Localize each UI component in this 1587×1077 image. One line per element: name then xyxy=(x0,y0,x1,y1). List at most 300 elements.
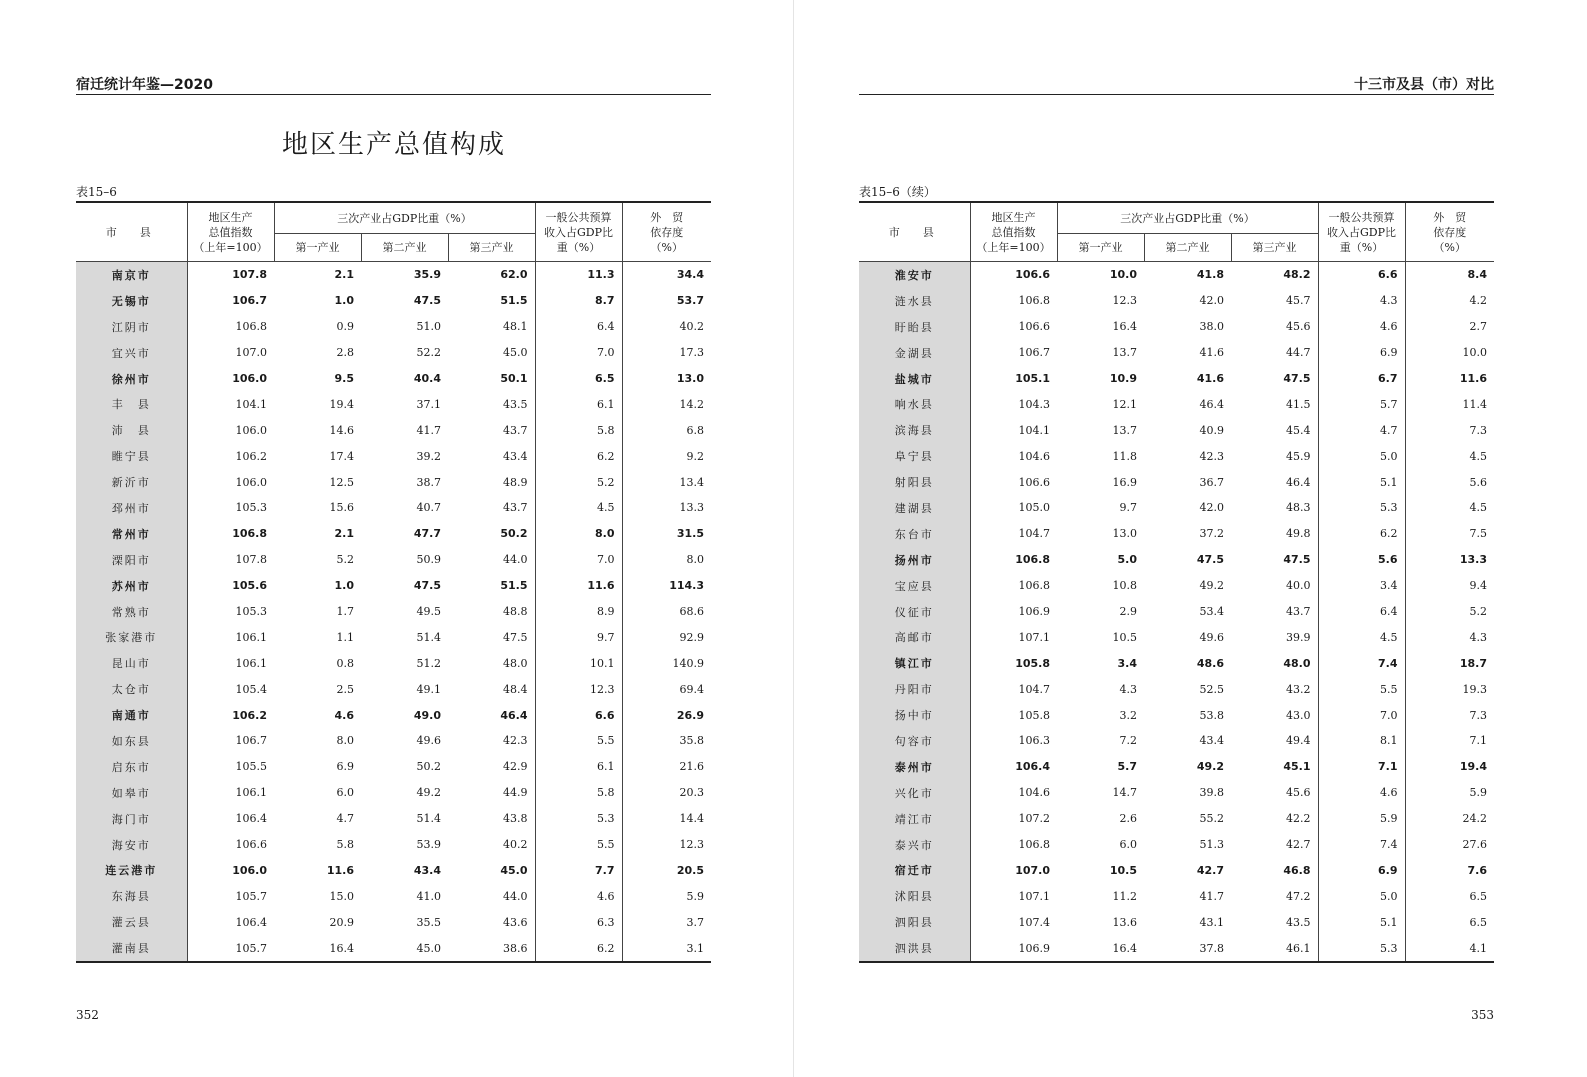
gdp-index-cell: 104.1 xyxy=(187,391,274,417)
trade-dependency-cell: 6.5 xyxy=(1405,883,1494,909)
gdp-index-cell: 105.0 xyxy=(970,495,1057,521)
trade-dependency-cell: 35.8 xyxy=(622,728,711,754)
tertiary-share-cell: 46.4 xyxy=(1286,475,1311,489)
trade-dependency-cell: 27.6 xyxy=(1405,832,1494,858)
budget-ratio-cell: 6.7 xyxy=(1318,366,1405,392)
secondary-share-cell: 49.2 xyxy=(1199,579,1224,593)
budget-ratio-cell: 5.3 xyxy=(1318,935,1405,962)
region-name-cell: 扬中市 xyxy=(859,702,970,728)
budget-ratio-cell: 5.9 xyxy=(1318,806,1405,832)
budget-ratio-cell: 12.3 xyxy=(535,676,622,702)
trade-dependency-cell: 68.6 xyxy=(622,599,711,625)
gdp-index-cell: 106.7 xyxy=(187,728,274,754)
primary-share-cell: 6.9 xyxy=(336,760,354,774)
table-row xyxy=(859,780,1494,806)
tertiary-share-cell: 45.0 xyxy=(500,863,528,877)
primary-share-cell: 19.4 xyxy=(329,397,354,411)
table-row xyxy=(859,366,1494,392)
gdp-index-line-3: （上年=100） xyxy=(193,240,268,254)
right-head-rule xyxy=(859,94,1494,95)
left-table-label: 表15–6 xyxy=(76,185,117,199)
gdp-index-cell: 107.8 xyxy=(187,262,274,288)
region-name-cell: 兴化市 xyxy=(859,780,970,806)
table-row xyxy=(859,547,1494,573)
col-header-secondary: 第二产业 xyxy=(361,234,448,262)
primary-share-cell: 5.0 xyxy=(1117,553,1137,567)
tertiary-share-cell: 47.5 xyxy=(503,630,528,644)
tertiary-share-cell: 43.8 xyxy=(503,812,528,826)
right-table-label: 表15–6（续） xyxy=(859,185,936,199)
gdp-index-cell: 106.9 xyxy=(970,599,1057,625)
table-row xyxy=(76,857,711,883)
table-row xyxy=(76,624,711,650)
gdp-index-cell: 105.7 xyxy=(187,935,274,962)
gdp-index-cell: 107.1 xyxy=(970,624,1057,650)
gdp-index-cell: 106.0 xyxy=(187,469,274,495)
table-row xyxy=(859,883,1494,909)
region-name-cell: 睢宁县 xyxy=(76,443,187,469)
table-row xyxy=(859,857,1494,883)
region-name-cell: 丰 县 xyxy=(76,391,187,417)
primary-share-cell: 10.9 xyxy=(1109,372,1137,385)
trade-dependency-cell: 17.3 xyxy=(622,340,711,366)
table-row xyxy=(859,262,1494,288)
budget-ratio-cell: 10.1 xyxy=(535,650,622,676)
secondary-share-cell: 53.8 xyxy=(1199,708,1224,722)
budget-ratio-cell: 6.2 xyxy=(1318,521,1405,547)
gdp-index-cell: 105.1 xyxy=(970,366,1057,392)
trade-dependency-cell: 53.7 xyxy=(622,288,711,314)
table-row xyxy=(76,806,711,832)
primary-share-cell: 10.5 xyxy=(1112,630,1137,644)
table-row xyxy=(859,935,1494,962)
secondary-share-cell: 43.4 xyxy=(413,863,441,877)
secondary-share-cell: 41.7 xyxy=(416,423,441,437)
primary-share-cell: 5.2 xyxy=(336,553,354,567)
budget-ratio-cell: 5.7 xyxy=(1318,391,1405,417)
budget-ratio-line-2: 收入占GDP比 xyxy=(543,225,613,239)
primary-share-cell: 13.0 xyxy=(1112,527,1137,541)
secondary-share-cell: 47.7 xyxy=(413,527,441,541)
table-row xyxy=(859,443,1494,469)
tertiary-share-cell: 46.8 xyxy=(1283,863,1311,877)
table-row xyxy=(76,443,711,469)
gdp-index-cell: 106.6 xyxy=(970,469,1057,495)
tertiary-share-cell: 45.7 xyxy=(1286,294,1311,308)
primary-share-cell: 2.1 xyxy=(334,527,354,541)
primary-share-cell: 4.3 xyxy=(1119,682,1137,696)
secondary-share-cell: 50.2 xyxy=(416,760,441,774)
primary-share-cell: 10.0 xyxy=(1109,268,1137,282)
region-name-cell: 海门市 xyxy=(76,806,187,832)
gdp-index-cell: 106.9 xyxy=(970,935,1057,962)
right-data-table xyxy=(859,201,1494,963)
region-name-cell: 灌云县 xyxy=(76,909,187,935)
region-name-cell: 建湖县 xyxy=(859,495,970,521)
tertiary-share-cell: 46.1 xyxy=(1231,935,1318,962)
secondary-share-cell: 37.8 xyxy=(1144,935,1231,962)
trade-dependency-cell: 5.6 xyxy=(1405,469,1494,495)
budget-ratio-cell: 5.8 xyxy=(535,417,622,443)
col-group-industry-share: 三次产业占GDP比重（%） xyxy=(274,202,535,234)
col-header-gdp-index xyxy=(187,202,274,262)
region-name-cell: 仪征市 xyxy=(859,599,970,625)
gdp-index-line-2: 总值指数 xyxy=(991,225,1036,239)
gdp-index-cell: 105.8 xyxy=(970,650,1057,676)
budget-ratio-cell: 7.4 xyxy=(1318,832,1405,858)
table-row xyxy=(76,573,711,599)
right-table-body xyxy=(859,262,1494,963)
table-row xyxy=(859,417,1494,443)
region-name-cell: 新沂市 xyxy=(76,469,187,495)
trade-dependency-cell: 7.5 xyxy=(1405,521,1494,547)
trade-dependency-cell: 7.3 xyxy=(1405,702,1494,728)
region-name-cell: 如东县 xyxy=(76,728,187,754)
trade-dependency-cell: 5.9 xyxy=(622,883,711,909)
trade-dependency-cell: 20.5 xyxy=(622,857,711,883)
primary-share-cell: 7.2 xyxy=(1119,734,1137,748)
primary-share-cell: 15.0 xyxy=(329,889,354,903)
gdp-index-cell: 104.6 xyxy=(970,780,1057,806)
tertiary-share-cell: 50.2 xyxy=(500,527,528,541)
table-row xyxy=(76,417,711,443)
budget-ratio-cell: 8.1 xyxy=(1318,728,1405,754)
budget-ratio-cell: 5.8 xyxy=(535,780,622,806)
budget-ratio-cell: 3.4 xyxy=(1318,573,1405,599)
table-row xyxy=(76,262,711,288)
trade-dependency-cell: 19.4 xyxy=(1405,754,1494,780)
table-row xyxy=(859,314,1494,340)
region-name-cell: 句容市 xyxy=(859,728,970,754)
budget-ratio-cell: 6.4 xyxy=(535,314,622,340)
table-row xyxy=(859,676,1494,702)
region-name-cell: 灌南县 xyxy=(76,935,187,962)
budget-ratio-cell: 8.9 xyxy=(535,599,622,625)
secondary-share-cell: 38.7 xyxy=(416,475,441,489)
tertiary-share-cell: 48.9 xyxy=(503,475,528,489)
gdp-index-cell: 106.8 xyxy=(970,832,1057,858)
trade-dependency-line-1: 外 贸 xyxy=(650,210,684,224)
tertiary-share-cell: 43.2 xyxy=(1286,682,1311,696)
trade-dependency-line-2: 依存度 xyxy=(1433,225,1467,239)
gdp-index-cell: 105.6 xyxy=(187,573,274,599)
gdp-index-cell: 106.4 xyxy=(970,754,1057,780)
trade-dependency-cell: 13.0 xyxy=(622,366,711,392)
gdp-index-cell: 106.1 xyxy=(187,624,274,650)
region-name-cell: 昆山市 xyxy=(76,650,187,676)
trade-dependency-cell: 6.5 xyxy=(1405,909,1494,935)
region-name-cell: 江阴市 xyxy=(76,314,187,340)
region-name-cell: 连云港市 xyxy=(76,857,187,883)
table-row xyxy=(76,469,711,495)
tertiary-share-cell: 47.5 xyxy=(1283,553,1311,567)
gdp-index-cell: 104.3 xyxy=(970,391,1057,417)
secondary-share-cell: 35.5 xyxy=(416,915,441,929)
gdp-index-cell: 107.0 xyxy=(187,340,274,366)
tertiary-share-cell: 48.2 xyxy=(1283,268,1311,282)
budget-ratio-cell: 4.7 xyxy=(1318,417,1405,443)
budget-ratio-cell: 5.5 xyxy=(535,728,622,754)
region-name-cell: 苏州市 xyxy=(76,573,187,599)
budget-ratio-cell: 7.0 xyxy=(535,340,622,366)
trade-dependency-cell: 3.7 xyxy=(622,909,711,935)
tertiary-share-cell: 43.0 xyxy=(1286,708,1311,722)
primary-share-cell: 16.4 xyxy=(274,935,361,962)
left-table-body xyxy=(76,262,711,963)
region-name-cell: 扬州市 xyxy=(859,547,970,573)
gdp-index-cell: 106.2 xyxy=(187,702,274,728)
table-row xyxy=(76,702,711,728)
region-name-cell: 宿迁市 xyxy=(859,857,970,883)
primary-share-cell: 2.9 xyxy=(1119,605,1137,619)
gdp-index-cell: 106.6 xyxy=(970,314,1057,340)
secondary-share-cell: 50.9 xyxy=(416,553,441,567)
budget-ratio-cell: 8.0 xyxy=(535,521,622,547)
left-head-rule xyxy=(76,94,711,95)
budget-ratio-cell: 6.5 xyxy=(535,366,622,392)
gdp-index-cell: 106.4 xyxy=(187,806,274,832)
table-row xyxy=(859,469,1494,495)
budget-ratio-cell: 5.1 xyxy=(1318,469,1405,495)
tertiary-share-cell: 45.6 xyxy=(1286,786,1311,800)
gdp-index-cell: 106.0 xyxy=(187,366,274,392)
trade-dependency-line-1: 外 贸 xyxy=(1433,210,1467,224)
budget-ratio-cell: 5.2 xyxy=(535,469,622,495)
trade-dependency-cell: 13.4 xyxy=(622,469,711,495)
secondary-share-cell: 52.2 xyxy=(416,346,441,360)
trade-dependency-cell: 69.4 xyxy=(622,676,711,702)
table-row xyxy=(859,495,1494,521)
primary-share-cell: 9.7 xyxy=(1119,501,1137,515)
tertiary-share-cell: 47.5 xyxy=(1283,372,1311,385)
primary-share-cell: 2.1 xyxy=(334,268,354,282)
trade-dependency-cell: 13.3 xyxy=(1405,547,1494,573)
region-name-cell: 南京市 xyxy=(76,262,187,288)
table-row xyxy=(76,650,711,676)
tertiary-share-cell: 48.8 xyxy=(503,605,528,619)
gdp-index-cell: 107.1 xyxy=(970,883,1057,909)
gdp-index-cell: 106.1 xyxy=(187,780,274,806)
region-name-cell: 淮安市 xyxy=(859,262,970,288)
trade-dependency-cell: 14.4 xyxy=(622,806,711,832)
primary-share-cell: 17.4 xyxy=(329,449,354,463)
region-name-cell: 涟水县 xyxy=(859,288,970,314)
tertiary-share-cell: 42.3 xyxy=(503,734,528,748)
trade-dependency-cell: 9.4 xyxy=(1405,573,1494,599)
gdp-index-cell: 107.4 xyxy=(970,909,1057,935)
budget-ratio-cell: 5.0 xyxy=(1318,883,1405,909)
secondary-share-cell: 47.5 xyxy=(1196,553,1224,567)
primary-share-cell: 13.6 xyxy=(1112,915,1137,929)
primary-share-cell: 16.4 xyxy=(1057,935,1144,962)
budget-ratio-cell: 4.5 xyxy=(1318,624,1405,650)
region-name-cell: 张家港市 xyxy=(76,624,187,650)
trade-dependency-cell: 4.5 xyxy=(1405,443,1494,469)
tertiary-share-cell: 43.5 xyxy=(1286,915,1311,929)
table-row xyxy=(76,780,711,806)
region-name-cell: 阜宁县 xyxy=(859,443,970,469)
tertiary-share-cell: 43.7 xyxy=(1286,605,1311,619)
secondary-share-cell: 39.8 xyxy=(1199,786,1224,800)
region-name-cell: 东台市 xyxy=(859,521,970,547)
budget-ratio-cell: 6.2 xyxy=(535,443,622,469)
secondary-share-cell: 42.0 xyxy=(1199,294,1224,308)
primary-share-cell: 15.6 xyxy=(329,501,354,515)
gdp-index-cell: 106.4 xyxy=(187,909,274,935)
gdp-index-cell: 105.7 xyxy=(187,883,274,909)
budget-ratio-cell: 5.0 xyxy=(1318,443,1405,469)
table-row xyxy=(76,288,711,314)
table-row xyxy=(859,288,1494,314)
col-header-city-county: 市 县 xyxy=(859,202,970,262)
budget-ratio-line-1: 一般公共预算 xyxy=(1328,210,1395,224)
budget-ratio-cell: 6.9 xyxy=(1318,340,1405,366)
trade-dependency-cell: 4.2 xyxy=(1405,288,1494,314)
trade-dependency-cell: 12.3 xyxy=(622,832,711,858)
secondary-share-cell: 43.1 xyxy=(1199,915,1224,929)
primary-share-cell: 6.0 xyxy=(1119,838,1137,852)
right-page xyxy=(793,0,1587,1077)
trade-dependency-cell: 7.3 xyxy=(1405,417,1494,443)
secondary-share-cell: 40.7 xyxy=(416,501,441,515)
gdp-index-cell: 104.1 xyxy=(970,417,1057,443)
secondary-share-cell: 49.2 xyxy=(1196,760,1224,774)
budget-ratio-cell: 4.6 xyxy=(535,883,622,909)
secondary-share-cell: 42.0 xyxy=(1199,501,1224,515)
primary-share-cell: 3.4 xyxy=(1117,656,1137,670)
gdp-index-cell: 106.8 xyxy=(187,521,274,547)
secondary-share-cell: 41.0 xyxy=(416,889,441,903)
trade-dependency-cell: 140.9 xyxy=(622,650,711,676)
primary-share-cell: 3.2 xyxy=(1119,708,1137,722)
primary-share-cell: 20.9 xyxy=(329,915,354,929)
region-name-cell: 宝应县 xyxy=(859,573,970,599)
trade-dependency-cell: 34.4 xyxy=(622,262,711,288)
right-page-number: 353 xyxy=(1471,1008,1494,1022)
tertiary-share-cell: 42.9 xyxy=(503,760,528,774)
left-page xyxy=(0,0,793,1077)
left-data-table xyxy=(76,201,711,963)
gdp-index-cell: 106.7 xyxy=(187,288,274,314)
primary-share-cell: 4.7 xyxy=(336,812,354,826)
tertiary-share-cell: 40.0 xyxy=(1286,579,1311,593)
trade-dependency-cell: 5.9 xyxy=(1405,780,1494,806)
region-name-cell: 如皋市 xyxy=(76,780,187,806)
table-row xyxy=(859,832,1494,858)
primary-share-cell: 5.8 xyxy=(336,838,354,852)
budget-ratio-cell: 4.6 xyxy=(1318,780,1405,806)
primary-share-cell: 0.9 xyxy=(336,320,354,334)
gdp-index-cell: 106.8 xyxy=(970,573,1057,599)
trade-dependency-cell: 8.0 xyxy=(622,547,711,573)
gdp-index-line-1: 地区生产 xyxy=(991,210,1036,224)
trade-dependency-cell: 21.6 xyxy=(622,754,711,780)
secondary-share-cell: 41.6 xyxy=(1199,346,1224,360)
primary-share-cell: 0.8 xyxy=(336,656,354,670)
trade-dependency-cell: 20.3 xyxy=(622,780,711,806)
secondary-share-cell: 39.2 xyxy=(416,449,441,463)
tertiary-share-cell: 43.6 xyxy=(503,915,528,929)
gdp-index-cell: 105.5 xyxy=(187,754,274,780)
budget-ratio-cell: 6.2 xyxy=(535,935,622,962)
trade-dependency-cell: 7.1 xyxy=(1405,728,1494,754)
table-row xyxy=(76,599,711,625)
region-name-cell: 常熟市 xyxy=(76,599,187,625)
budget-ratio-cell: 4.5 xyxy=(535,495,622,521)
table-row xyxy=(76,832,711,858)
table-row xyxy=(76,314,711,340)
trade-dependency-cell: 4.3 xyxy=(1405,624,1494,650)
primary-share-cell: 12.3 xyxy=(1112,294,1137,308)
gdp-index-cell: 106.0 xyxy=(187,417,274,443)
table-row xyxy=(76,728,711,754)
primary-share-cell: 2.8 xyxy=(336,346,354,360)
budget-ratio-cell: 5.6 xyxy=(1318,547,1405,573)
trade-dependency-cell: 40.2 xyxy=(622,314,711,340)
budget-ratio-cell: 6.6 xyxy=(535,702,622,728)
region-name-cell: 沛 县 xyxy=(76,417,187,443)
primary-share-cell: 11.2 xyxy=(1112,889,1137,903)
primary-share-cell: 11.6 xyxy=(326,863,354,877)
gdp-index-line-3: （上年=100） xyxy=(976,240,1051,254)
tertiary-share-cell: 48.3 xyxy=(1286,501,1311,515)
budget-ratio-cell: 11.6 xyxy=(535,573,622,599)
primary-share-cell: 16.9 xyxy=(1112,475,1137,489)
region-name-cell: 滨海县 xyxy=(859,417,970,443)
tertiary-share-cell: 42.7 xyxy=(1286,838,1311,852)
tertiary-share-cell: 43.5 xyxy=(503,397,528,411)
secondary-share-cell: 49.5 xyxy=(416,605,441,619)
region-name-cell: 盐城市 xyxy=(859,366,970,392)
primary-share-cell: 13.7 xyxy=(1112,423,1137,437)
table-row xyxy=(76,547,711,573)
region-name-cell: 高邮市 xyxy=(859,624,970,650)
primary-share-cell: 9.5 xyxy=(334,372,354,385)
gdp-index-cell: 104.7 xyxy=(970,676,1057,702)
tertiary-share-cell: 47.2 xyxy=(1286,889,1311,903)
tertiary-share-cell: 42.2 xyxy=(1286,812,1311,826)
region-name-cell: 宜兴市 xyxy=(76,340,187,366)
tertiary-share-cell: 44.0 xyxy=(503,889,528,903)
col-header-trade-dependency xyxy=(1405,202,1494,262)
budget-ratio-cell: 7.7 xyxy=(535,857,622,883)
primary-share-cell: 2.5 xyxy=(336,682,354,696)
primary-share-cell: 10.8 xyxy=(1112,579,1137,593)
budget-ratio-cell: 9.7 xyxy=(535,624,622,650)
table-row xyxy=(76,340,711,366)
budget-ratio-cell: 7.0 xyxy=(1318,702,1405,728)
primary-share-cell: 1.1 xyxy=(336,630,354,644)
col-header-trade-dependency xyxy=(622,202,711,262)
budget-ratio-line-3: 重（%） xyxy=(1339,240,1384,254)
tertiary-share-cell: 38.6 xyxy=(448,935,535,962)
budget-ratio-cell: 11.3 xyxy=(535,262,622,288)
gdp-index-cell: 105.3 xyxy=(187,599,274,625)
region-name-cell: 泗阳县 xyxy=(859,909,970,935)
col-group-industry-share: 三次产业占GDP比重（%） xyxy=(1057,202,1318,234)
trade-dependency-cell: 7.6 xyxy=(1405,857,1494,883)
gdp-index-cell: 106.8 xyxy=(187,314,274,340)
right-running-head: 十三市及县（市）对比 xyxy=(1354,77,1494,93)
region-name-cell: 响水县 xyxy=(859,391,970,417)
region-name-cell: 镇江市 xyxy=(859,650,970,676)
table-row xyxy=(76,521,711,547)
left-running-head: 宿迁统计年鉴—2020 xyxy=(76,77,213,93)
trade-dependency-cell: 114.3 xyxy=(622,573,711,599)
secondary-share-cell: 42.7 xyxy=(1196,863,1224,877)
primary-share-cell: 12.5 xyxy=(329,475,354,489)
tertiary-share-cell: 44.7 xyxy=(1286,346,1311,360)
